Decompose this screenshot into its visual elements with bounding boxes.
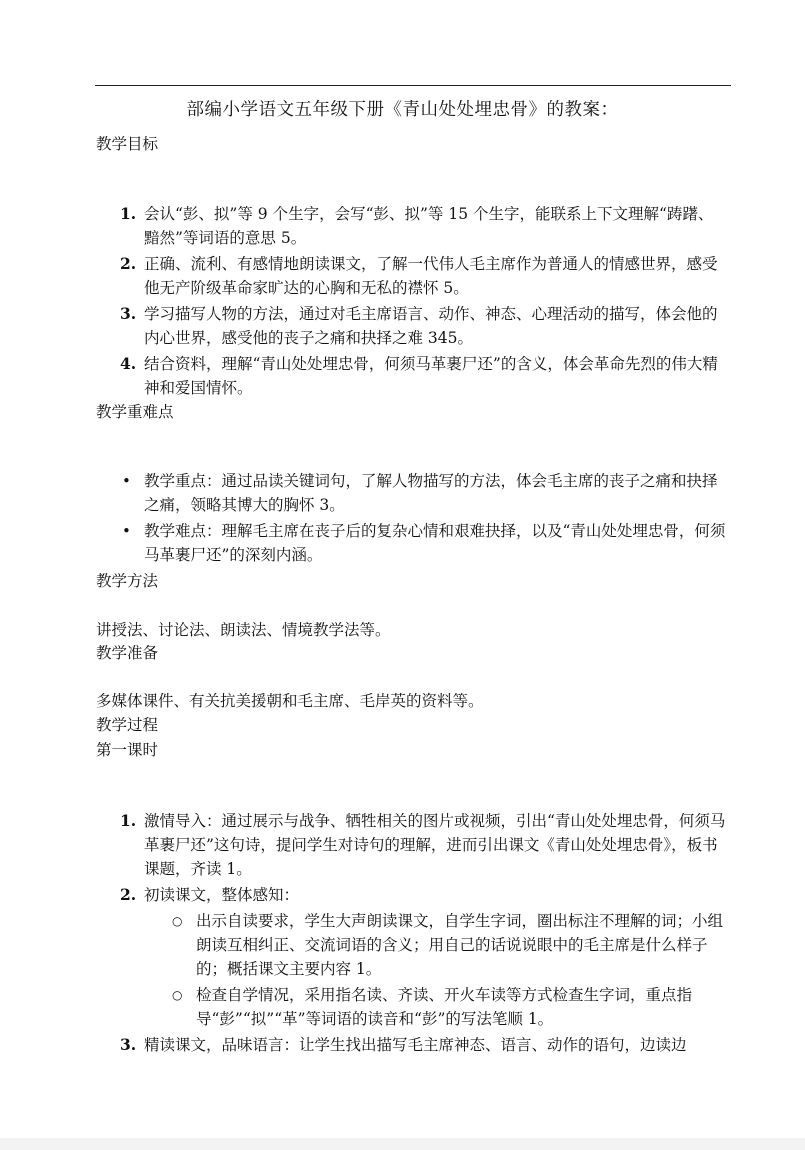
heading-keypoints: 教学重难点 bbox=[96, 403, 174, 421]
list-item: 4. 结合资料，理解“青山处处埋忠骨，何须马革裹尸还”的含义，体会革命先烈的伟大精神和爱国情怀。 bbox=[120, 354, 718, 397]
prep-text: 多媒体课件、有关抗美援朝和毛主席、毛岸英的资料等。 bbox=[96, 692, 484, 710]
keypoints-list bbox=[96, 469, 726, 567]
sub-list-item: ○ 出示自读要求，学生大声朗读课文，自学生字词，圈出标注不理解的词；小组朗读互相纠正、交流词语的含义；用自己的话说说眼中的毛主席是什么样子的；概括课文主要内容 1。 bbox=[172, 912, 724, 978]
list-item: • 教学重点：通过品读关键词句，了解人物描写的方法，体会毛主席的丧子之痛和抉择之痛，领略其博大的胸怀 3。 bbox=[122, 472, 718, 514]
heading-process: 教学过程 bbox=[96, 716, 159, 734]
list-item: 2. 正确、流利、有感情地朗读课文，了解一代伟人毛主席作为普通人的情感世界，感受他无产阶级革命家旷达的心胸和无私的襟怀 5。 bbox=[120, 254, 718, 297]
list-item: 3. 学习描写人物的方法，通过对毛主席语言、动作、神态、心理活动的描写，体会他的内心世界，感受他的丧子之痛和抉择之难 345。 bbox=[120, 304, 718, 347]
sub-list-item: ○ 检查自学情况，采用指名读、齐读、开火车读等方式检查生字词，重点指导“彭”“拟”“革”等词语的读音和“彭”的写法笔顺 1。 bbox=[172, 986, 693, 1028]
list-item: 2. 初读课文，整体感知： ○ 出示自读要求，学生大声朗读课文，自学生字词，圈出标注不理解的词；小组朗读互相纠正、交流词语的含义；用自己的话说说眼中的毛主席是什么样子的；概括课文主要内容 1。 ○ 检查自学情况，采用指名读、齐读、开火车读等方式检查生字词，重点指导“彭”“拟”“革”等词语的读音和“彭”的写法笔顺 1。 bbox=[96, 883, 726, 1031]
heading-prep: 教学准备 bbox=[96, 644, 159, 662]
list-item: 1. 激情导入：通过展示与战争、牺牲相关的图片或视频，引出“青山处处埋忠骨，何须马革裹尸还”这句诗，提问学生对诗句的理解，进而引出课文《青山处处埋忠骨》，板书课题，齐读 1。 bbox=[120, 811, 726, 878]
heading-goals: 教学目标 bbox=[96, 135, 159, 153]
methods-text: 讲授法、讨论法、朗读法、情境教学法等。 bbox=[96, 621, 391, 639]
process-list bbox=[96, 809, 726, 1057]
list-item: • 教学难点：理解毛主席在丧子后的复杂心情和艰难抉择，以及“青山处处埋忠骨，何须马革裹尸还”的深刻内涵。 bbox=[122, 522, 726, 564]
list-item: 1. 会认“彭、拟”等 9 个生字，会写“彭、拟”等 15 个生字，能联系上下文理解“踌躇、黯然”等词语的意思 5。 bbox=[120, 204, 714, 247]
document-title: 部编小学语文五年级下册《青山处处埋忠骨》的教案： bbox=[186, 100, 619, 120]
header-rule bbox=[95, 85, 731, 86]
sub-list bbox=[96, 909, 726, 1031]
list-item: 3. 精读课文，品味语言：让学生找出描写毛主席神态、语言、动作的语句，边读边 bbox=[120, 1035, 687, 1054]
heading-methods: 教学方法 bbox=[96, 572, 159, 590]
heading-first-lesson: 第一课时 bbox=[96, 741, 159, 759]
goals-list bbox=[96, 202, 726, 400]
